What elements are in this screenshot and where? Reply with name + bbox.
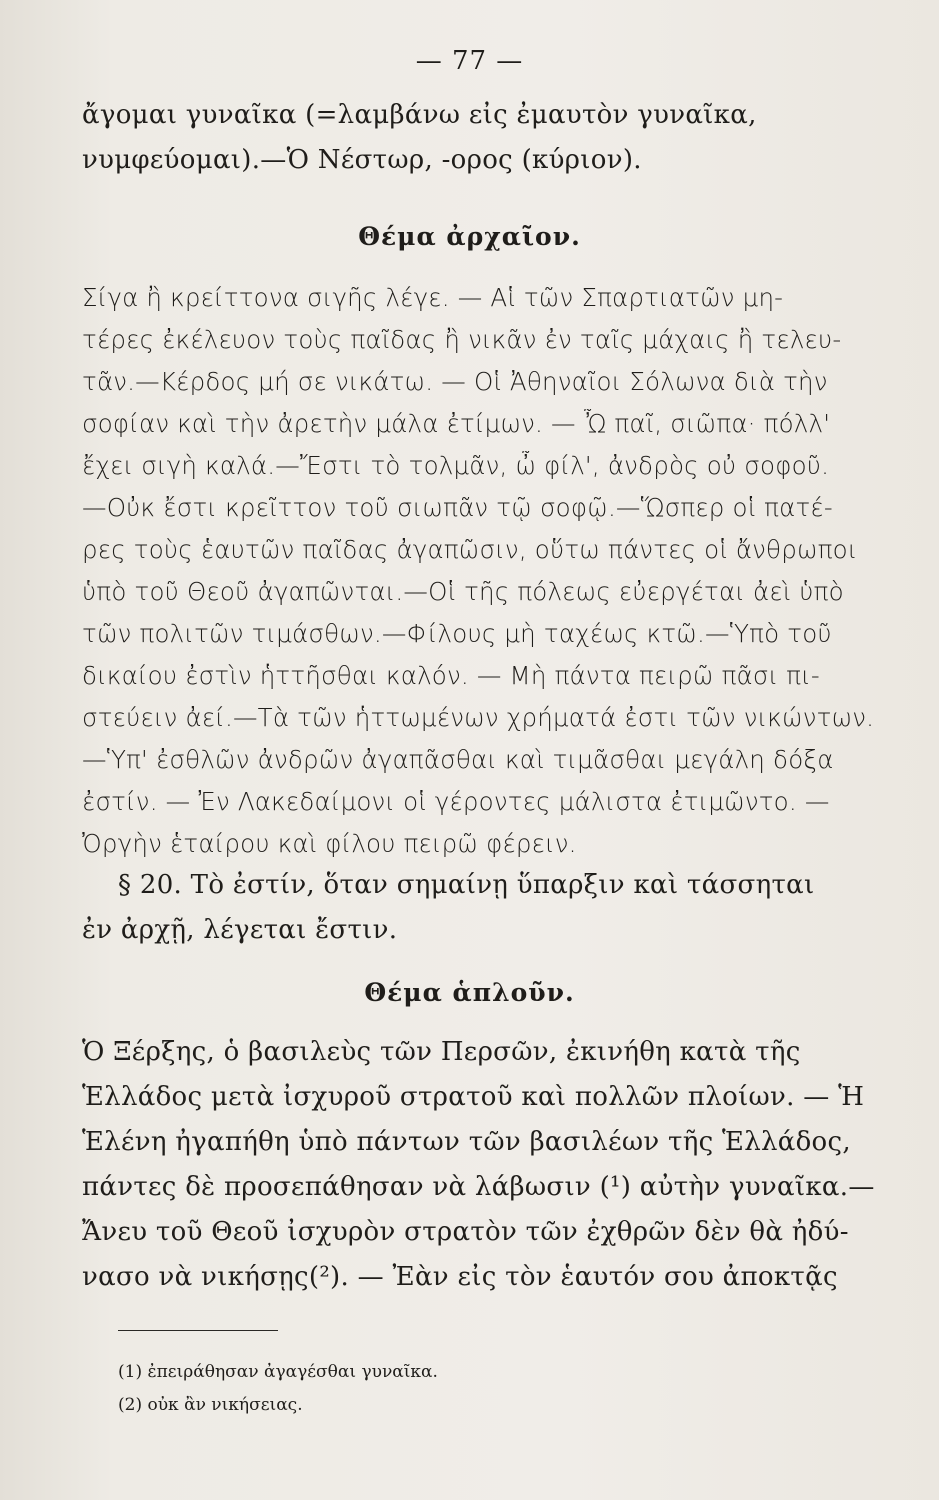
footnote-divider	[118, 1330, 278, 1331]
ancient-text-line: τῶν πολιτῶν τιμάσθων.—Φίλους μὴ ταχέως κτῶ.—Ὑπὸ τοῦ	[82, 619, 832, 648]
paragraph-20-line-1: § 20. Τὸ ἐστίν, ὅταν σημαίνῃ ὕπαρξιν καὶ τάσσηται	[118, 870, 815, 900]
ancient-text-line: τέρες ἐκέλευον τοὺς παῖδας ἢ νικᾶν ἐν ταῖς μάχαις ἢ τελευ-	[82, 325, 842, 354]
intro-line-2: νυμφεύομαι).—Ὁ Νέστωρ, -ορος (κύριον).	[82, 145, 642, 175]
ancient-text-line: —Οὐκ ἔστι κρεῖττον τοῦ σιωπᾶν τῷ σοφῷ.—Ὥσπερ οἱ πατέ-	[82, 493, 833, 522]
ancient-text-line: ἔχει σιγὴ καλά.—Ἔστι τὸ τολμᾶν, ὦ φίλ', ἀνδρὸς οὐ σοφοῦ.	[82, 451, 830, 480]
ancient-text-line: ρες τοὺς ἑαυτῶν παῖδας ἀγαπῶσιν, οὕτω πάντες οἱ ἄνθρωποι	[82, 535, 858, 564]
ancient-text-line: τᾶν.—Κέρδος μή σε νικάτω. — Οἱ Ἀθηναῖοι Σόλωνα διὰ τὴν	[82, 367, 828, 396]
simple-text-line: νασο νὰ νικήσῃς(²). — Ἐὰν εἰς τὸν ἑαυτόν σου ἀποκτᾷς	[82, 1262, 838, 1292]
simple-text-line: Ἑλένη ἠγαπήθη ὑπὸ πάντων τῶν βασιλέων τῆς Ἑλλάδος,	[82, 1127, 851, 1157]
ancient-text-line: στεύειν ἀεί.—Τὰ τῶν ἡττωμένων χρήματά ἐστι τῶν νικώντων.	[82, 703, 875, 732]
section-heading-ancient-theme: Θέμα ἀρχαῖον.	[358, 222, 581, 251]
ancient-text-line: δικαίου ἐστὶν ἡττῆσθαι καλόν. — Μὴ πάντα πειρῶ πᾶσι πι-	[82, 661, 820, 690]
ancient-text-line: ὑπὸ τοῦ Θεοῦ ἀγαπῶνται.—Οἱ τῆς πόλεως εὐεργέται ἀεὶ ὑπὸ	[82, 577, 844, 606]
ancient-text-line: Ὀργὴν ἑταίρου καὶ φίλου πειρῶ φέρειν.	[82, 829, 577, 858]
footnote-1: (1) ἐπειράθησαν ἀγαγέσθαι γυναῖκα.	[118, 1362, 438, 1382]
ancient-text-line: σοφίαν καὶ τὴν ἀρετὴν μάλα ἐτίμων. — Ὦ παῖ, σιῶπα· πόλλ'	[82, 409, 831, 438]
footnote-2: (2) οὐκ ἂν νικήσειας.	[118, 1395, 303, 1415]
simple-text-line: πάντες δὲ προσεπάθησαν νὰ λάβωσιν (¹) αὐτὴν γυναῖκα.—	[82, 1172, 875, 1202]
ancient-text-line: ἐστίν. — Ἐν Λακεδαίμονι οἱ γέροντες μάλιστα ἐτιμῶντο. —	[82, 787, 830, 816]
ancient-text-line: —Ὑπ' ἐσθλῶν ἀνδρῶν ἀγαπᾶσθαι καὶ τιμᾶσθαι μεγάλη δόξα	[82, 745, 834, 774]
simple-text-line: Ἄνευ τοῦ Θεοῦ ἰσχυρὸν στρατὸν τῶν ἐχθρῶν δὲν θὰ ἠδύ-	[82, 1217, 849, 1247]
intro-line-1: ἄγομαι γυναῖκα (=λαμβάνω εἰς ἐμαυτὸν γυναῖκα,	[82, 100, 757, 130]
ancient-text-line: Σίγα ἢ κρείττονα σιγῆς λέγε. — Αἱ τῶν Σπαρτιατῶν μη-	[82, 283, 784, 312]
section-heading-simple-theme: Θέμα ἁπλοῦν.	[364, 978, 575, 1007]
paragraph-20-line-2: ἐν ἀρχῇ, λέγεται ἔστιν.	[82, 915, 398, 945]
page-number: — 77 —	[415, 46, 524, 76]
simple-text-line: Ἑλλάδος μετὰ ἰσχυροῦ στρατοῦ καὶ πολλῶν πλοίων. — Ἡ	[82, 1082, 865, 1112]
simple-text-line: Ὁ Ξέρξης, ὁ βασιλεὺς τῶν Περσῶν, ἐκινήθη κατὰ τῆς	[82, 1037, 801, 1067]
